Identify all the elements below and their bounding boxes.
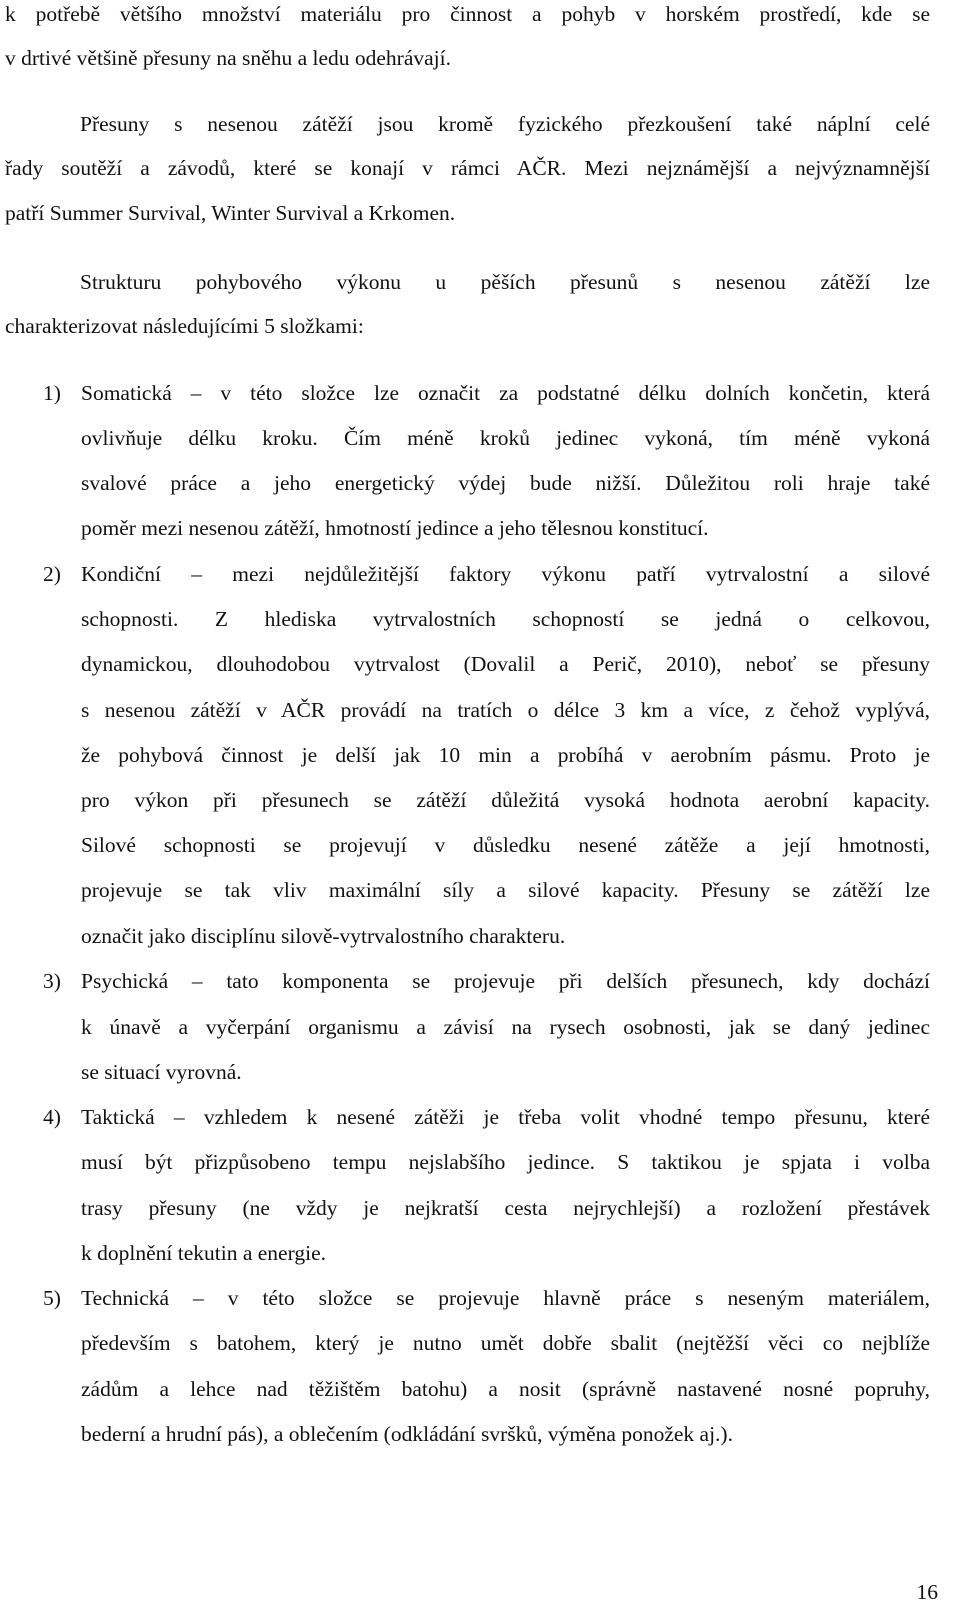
list-item-1-line-3: svalové práce a jeho energetický výdej bude nižší. Důležitou roli hraje také	[81, 471, 930, 495]
list-number-2: 2)	[43, 562, 61, 586]
competitions-line-2: řady soutěží a závodů, které se konají v rámci AČR. Mezi nejznámější a nejvýznamnější	[5, 156, 930, 180]
list-number-5: 5)	[43, 1286, 61, 1310]
list-item-1-line-1: Somatická – v této složce lze označit za podstatné délku dolních končetin, která	[81, 381, 930, 405]
list-item-5-line-4: bederní a hrudní pás), a oblečením (odkládání svršků, výměna ponožek aj.).	[81, 1422, 733, 1446]
structure-line-2: charakterizovat následujícími 5 složkami:	[5, 314, 364, 338]
competitions-line-1: Přesuny s nesenou zátěží jsou kromě fyzického přezkoušení také náplní celé	[80, 112, 930, 136]
list-item-1-line-2: ovlivňuje délku kroku. Čím méně kroků jedinec vykoná, tím méně vykoná	[81, 426, 930, 450]
list-item-2-line-3: dynamickou, dlouhodobou vytrvalost (Dovalil a Perič, 2010), neboť se přesuny	[81, 652, 930, 676]
list-item-2-line-4: s nesenou zátěží v AČR provádí na tratích o délce 3 km a více, z čehož vyplývá,	[81, 698, 930, 722]
list-item-5-line-3: zádům a lehce nad těžištěm batohu) a nosit (správně nastavené nosné popruhy,	[81, 1377, 930, 1401]
list-item-2-line-8: projevuje se tak vliv maximální síly a silové kapacity. Přesuny se zátěží lze	[81, 878, 930, 902]
list-item-2-line-1: Kondiční – mezi nejdůležitější faktory výkonu patří vytrvalostní a silové	[81, 562, 930, 586]
list-item-4-line-4: k doplnění tekutin a energie.	[81, 1241, 326, 1265]
list-item-3-line-1: Psychická – tato komponenta se projevuje při delších přesunech, kdy dochází	[81, 969, 930, 993]
list-item-2-line-6: pro výkon při přesunech se zátěží důležitá vysoká hodnota aerobní kapacity.	[81, 788, 930, 812]
list-item-1-line-4: poměr mezi nesenou zátěží, hmotností jedince a jeho tělesnou konstitucí.	[81, 516, 709, 540]
list-item-2-line-9: označit jako disciplínu silově-vytrvalostního charakteru.	[81, 924, 566, 948]
list-item-2-line-2: schopnosti. Z hlediska vytrvalostních schopností se jedná o celkovou,	[81, 607, 930, 631]
list-number-1: 1)	[43, 381, 61, 405]
intro-line-1: k potřebě většího množství materiálu pro činnost a pohyb v horském prostředí, kde se	[5, 2, 930, 26]
list-item-3-line-2: k únavě a vyčerpání organismu a závisí na rysech osobnosti, jak se daný jedinec	[81, 1015, 930, 1039]
list-item-4-line-1: Taktická – vzhledem k nesené zátěži je třeba volit vhodné tempo přesunu, které	[81, 1105, 930, 1129]
list-item-2-line-5: že pohybová činnost je delší jak 10 min a probíhá v aerobním pásmu. Proto je	[81, 743, 930, 767]
list-item-5-line-2: především s batohem, který je nutno umět dobře sbalit (nejtěžší věci co nejblíže	[81, 1331, 930, 1355]
structure-line-1: Strukturu pohybového výkonu u pěších přesunů s nesenou zátěží lze	[80, 270, 930, 294]
list-item-4-line-2: musí být přizpůsobeno tempu nejslabšího jedince. S taktikou je spjata i volba	[81, 1150, 930, 1174]
list-item-4-line-3: trasy přesuny (ne vždy je nejkratší cesta nejrychlejší) a rozložení přestávek	[81, 1196, 930, 1220]
list-number-4: 4)	[43, 1105, 61, 1129]
page-number: 16	[916, 1580, 938, 1604]
list-item-3-line-3: se situací vyrovná.	[81, 1060, 242, 1084]
competitions-line-3: patří Summer Survival, Winter Survival a Krkomen.	[5, 201, 456, 225]
list-item-5-line-1: Technická – v této složce se projevuje hlavně práce s neseným materiálem,	[81, 1286, 930, 1310]
list-item-2-line-7: Silové schopnosti se projevují v důsledku nesené zátěže a její hmotnosti,	[81, 833, 930, 857]
list-number-3: 3)	[43, 969, 61, 993]
intro-line-2: v drtivé většině přesuny na sněhu a ledu odehrávají.	[5, 46, 451, 70]
